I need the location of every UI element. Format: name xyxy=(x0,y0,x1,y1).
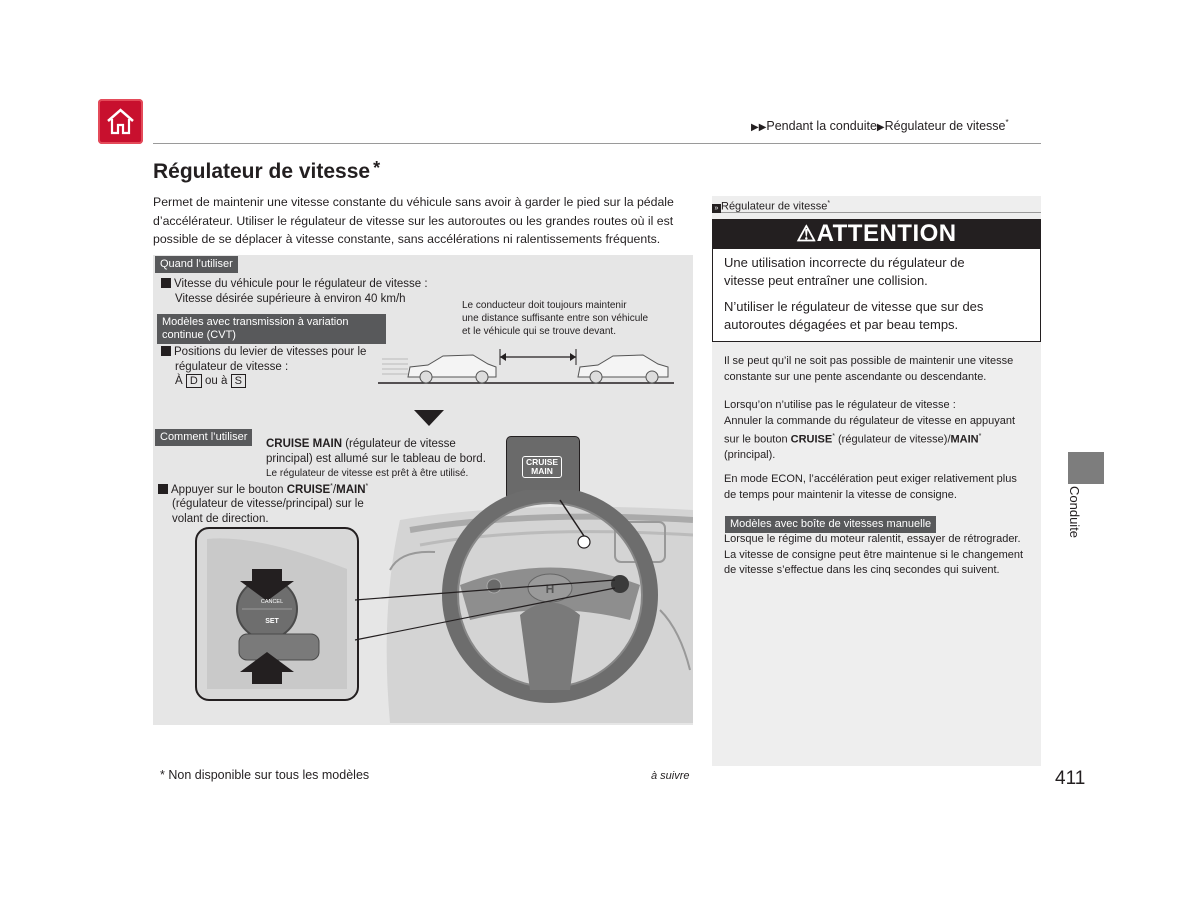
bullet-icon xyxy=(161,346,171,356)
home-icon xyxy=(105,106,136,137)
svg-text:H: H xyxy=(545,582,555,596)
cars-distance-illustration xyxy=(378,345,678,387)
header-divider xyxy=(153,143,1041,144)
cruise-main-status: CRUISE MAIN (régulateur de vitesse principal) est allumé sur le tableau de bord. xyxy=(266,438,486,465)
footnote: * Non disponible sur tous les modèles xyxy=(160,768,370,782)
cruise-ready-note: Le régulateur de vitesse est prêt à être utilisé. xyxy=(266,468,469,479)
home-button[interactable] xyxy=(98,99,143,144)
speed-condition: Vitesse du véhicule pour le régulateur de vitesse : Vitesse désirée supérieure à environ 40 km/h xyxy=(161,277,461,306)
sidebar-heading: » Régulateur de vitesse* xyxy=(712,196,1041,213)
chapter-tab-label: Conduite xyxy=(1067,486,1082,539)
title-asterisk: * xyxy=(373,158,381,178)
attention-banner: ⚠ATTENTION xyxy=(712,219,1041,249)
chapter-tab[interactable] xyxy=(1068,452,1104,484)
bullet-icon xyxy=(158,484,168,494)
set-button[interactable]: SET xyxy=(265,618,279,625)
tag-when-to-use: Quand l’utiliser xyxy=(155,256,238,273)
warning-text-1: Une utilisation incorrecte du régulateur de vitesse peut entraîner une collision. xyxy=(724,255,965,288)
breadcrumb-item-regulateur[interactable]: Régulateur de vitesse xyxy=(884,119,1006,134)
cruise-buttons-illustration xyxy=(197,529,357,699)
breadcrumb-arrow-icon: ▶ xyxy=(876,122,885,134)
continued-note: à suivre xyxy=(651,770,690,782)
gear-key-d: D xyxy=(186,374,202,388)
page-number: 411 xyxy=(1055,768,1086,789)
sidebar-paragraph-slope: Il se peut qu’il ne soit pas possible de maintenir une vitesse constante sur une pente ascendante ou descendante. xyxy=(724,355,1014,383)
tag-manual-models: Modèles avec boîte de vitesses manuelle xyxy=(725,516,936,533)
sidebar-paragraph-manual: Lorsque le régime du moteur ralentit, essayer de rétrograder. La vitesse de consigne peut être maintenue si le changement de vitesse s’effectue dans les cinq secondes qui suivent. xyxy=(724,533,1024,576)
tag-cvt-models: Modèles avec transmission à variation continue (CVT) xyxy=(157,314,386,344)
gear-key-s: S xyxy=(231,374,246,388)
breadcrumb-arrow-icon: ▶▶ xyxy=(751,122,767,134)
intro-paragraph: Permet de maintenir une vitesse constante du véhicule sans avoir à garder le pied sur la pédale d’accélérateur. Utiliser le régulateur de vitesse sur les autoroutes ou les grandes routes où il est possible de se déplacer à vitesse constante, sans accélérations ni ralentissements fréquents. xyxy=(153,195,674,246)
lever-positions: Positions du levier de vitesses pour le régulateur de vitesse : À D ou à S xyxy=(161,345,391,389)
breadcrumb xyxy=(751,118,1040,133)
reference-arrow-icon: » xyxy=(712,204,721,213)
breadcrumb-asterisk: * xyxy=(1005,118,1009,127)
sidebar-paragraph-cancel: Lorsqu’on n’utilise pas le régulateur de vitesse : Annuler la commande du régulateur de vitesse en appuyant sur le bouton CRUISE* (régulateur de vitesse)/MAIN* (principal). xyxy=(724,399,1016,462)
cruise-main-indicator: CRUISE MAIN xyxy=(522,456,562,478)
warning-text-2: N’utiliser le régulateur de vitesse que sur des autoroutes dégagées et par beau temps. xyxy=(724,299,984,332)
zoom-connector-lines xyxy=(350,575,620,645)
button-zoom-inset xyxy=(195,527,359,701)
press-instruction: Appuyer sur le bouton CRUISE*/MAIN* (régulateur de vitesse/principal) sur le volant de direction. xyxy=(158,480,383,526)
sidebar-paragraph-econ: En mode ECON, l’accélération peut exiger relativement plus de temps pour maintenir la vitesse de consigne. xyxy=(724,473,1017,501)
distance-note: Le conducteur doit toujours maintenir une distance suffisante entre son véhicule et le véhicule qui se trouve devant. xyxy=(462,300,649,337)
warning-triangle-icon: ⚠ xyxy=(796,221,817,246)
cancel-button[interactable]: CANCEL xyxy=(260,599,284,605)
breadcrumb-item-conduite[interactable]: Pendant la conduite xyxy=(766,119,877,134)
tag-how-to-use: Comment l’utiliser xyxy=(155,429,252,446)
down-arrow-icon xyxy=(414,410,444,426)
page-title: Régulateur de vitesse * xyxy=(153,158,381,183)
bullet-icon xyxy=(161,278,171,288)
